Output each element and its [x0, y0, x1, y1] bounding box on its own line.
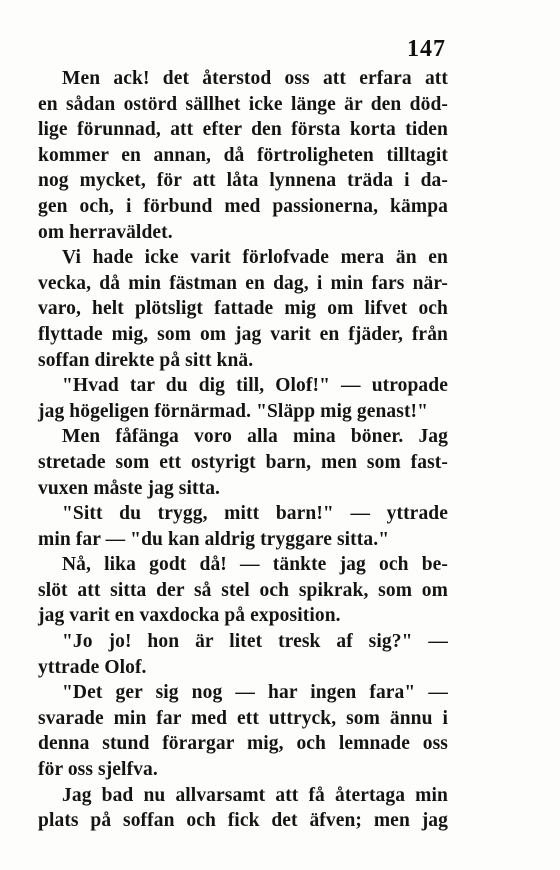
- text-line: svarade min far med ett uttryck, som ännu i: [38, 707, 448, 729]
- text-line: yttrade Olof.: [38, 656, 147, 678]
- text-line: varo, helt plötsligt fattade mig om lifvet och: [38, 298, 448, 320]
- page-number: 147: [407, 36, 446, 62]
- text-line: Jag bad nu allvarsamt att få återtaga min: [62, 784, 448, 806]
- paragraph: [38, 629, 448, 680]
- text-line: flyttade mig, som om jag varit en fjäder, från: [38, 323, 448, 345]
- text-line: nog mycket, för att låta lynnena träda i da-: [38, 170, 448, 192]
- text-line: "Sitt du trygg, mitt barn!" — yttrade: [62, 503, 448, 525]
- text-line: Nå, lika godt då! — tänkte jag och be-: [62, 554, 448, 576]
- text-line: Men fåfänga voro alla mina böner. Jag: [62, 426, 448, 448]
- text-line: för oss sjelfva.: [38, 759, 158, 781]
- text-line: kommer en annan, då förtroligheten tilltagit: [38, 144, 448, 166]
- text-line: vuxen måste jag sitta.: [38, 477, 221, 499]
- paragraph: [38, 552, 448, 629]
- text-line: "Hvad tar du dig till, Olof!" — utropade: [62, 375, 448, 397]
- paragraph: [38, 501, 448, 552]
- text-line: min far — "du kan aldrig tryggare sitta.": [38, 528, 390, 550]
- body-text: [38, 66, 448, 834]
- text-line: Men ack! det återstod oss att erfara att: [62, 68, 448, 89]
- text-line: slöt att sitta der så stel och spikrak, som om: [38, 579, 448, 601]
- text-line: plats på soffan och fick det äfven; men jag: [38, 810, 448, 832]
- text-line: en sådan ostörd sällhet icke länge är den död-: [38, 93, 448, 115]
- text-line: soffan direkte på sitt knä.: [38, 349, 254, 371]
- text-line: vecka, då min fästman en dag, i min fars när-: [38, 272, 448, 294]
- text-line: denna stund förargar mig, och lemnade oss: [38, 733, 448, 755]
- paragraph: [38, 680, 448, 782]
- paragraph: [38, 783, 448, 834]
- paragraph: [38, 424, 448, 501]
- text-line: jag högeligen förnärmad. "Släpp mig genast!": [38, 400, 429, 422]
- text-line: Vi hade icke varit förlofvade mera än en: [62, 247, 448, 269]
- text-line: "Det ger sig nog — har ingen fara" —: [62, 682, 448, 704]
- text-line: "Jo jo! hon är litet tresk af sig?" —: [62, 631, 448, 653]
- text-line: lige förunnad, att efter den första korta tiden: [38, 119, 448, 141]
- paragraph: [38, 373, 448, 424]
- paragraph: [38, 245, 448, 373]
- text-line: gen och, i förbund med passionerna, kämpa: [38, 195, 448, 217]
- paragraph: [38, 66, 448, 245]
- text-line: jag varit en vaxdocka på exposition.: [38, 605, 341, 627]
- text-line: stretade som ett ostyrigt barn, men som fast-: [38, 451, 448, 473]
- text-line: om herraväldet.: [38, 221, 173, 243]
